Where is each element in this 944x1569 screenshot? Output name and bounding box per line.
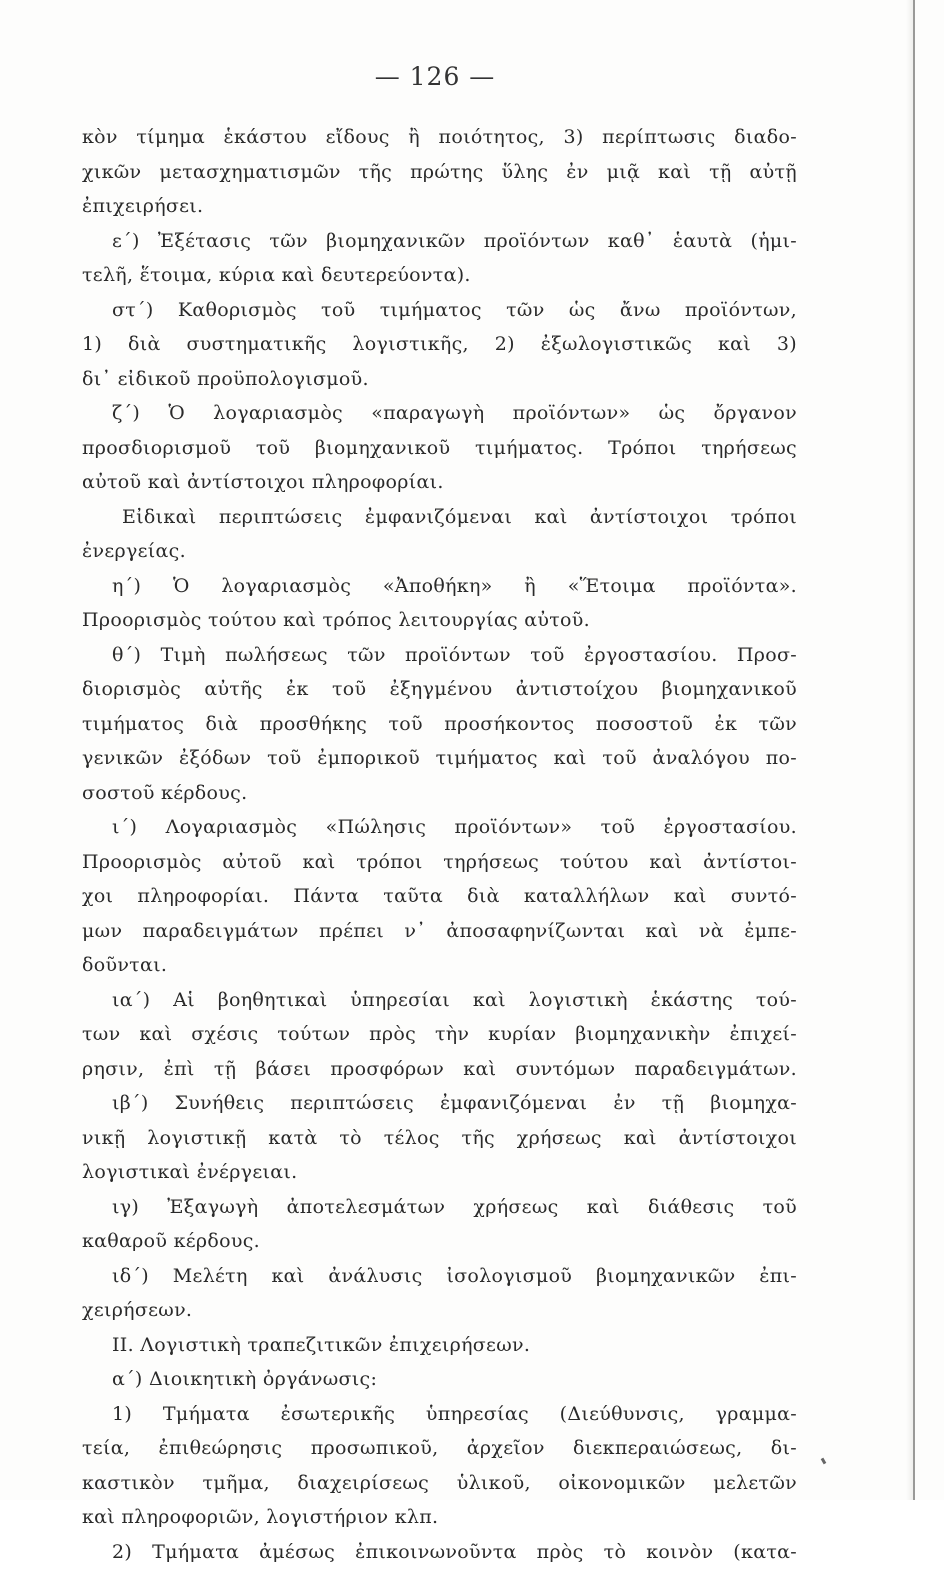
text-line: ιβ΄) Συνήθεις περιπτώσεις ἐμφανιζόμεναι ἐν τῇ βιομηχα- [82, 1086, 797, 1121]
text-line: χικῶν μετασχηματισμῶν τῆς πρώτης ὕλης ἐν μιᾷ καὶ τῇ αὐτῇ [82, 155, 797, 190]
text-line: τιμήματος διὰ προσθήκης τοῦ προσήκοντος ποσοστοῦ ἐκ τῶν [82, 707, 797, 742]
text-line: τεία, ἐπιθεώρησις προσωπικοῦ, ἀρχεῖον διεκπεραιώσεως, δι- [82, 1431, 797, 1466]
text-line: Εἰδικαὶ περιπτώσεις ἐμφανιζόμεναι καὶ ἀντίστοιχοι τρόποι [82, 500, 797, 535]
text-line: ιδ΄) Μελέτη καὶ ἀνάλυσις ἰσολογισμοῦ βιομηχανικῶν ἐπι- [82, 1259, 797, 1294]
page-number: — 126 — [0, 62, 870, 91]
text-line: ιγ) Ἐξαγωγὴ ἀποτελεσμάτων χρήσεως καὶ διάθεσις τοῦ [82, 1190, 797, 1225]
text-line: καὶ πληροφοριῶν, λογιστήριον κλπ. [82, 1500, 797, 1535]
text-line: των καὶ σχέσις τούτων πρὸς τὴν κυρίαν βιομηχανικὴν ἐπιχεί- [82, 1017, 797, 1052]
text-line: προσδιορισμοῦ τοῦ βιομηχανικοῦ τιμήματος. Τρόποι τηρήσεως [82, 431, 797, 466]
ink-speck [821, 1458, 827, 1465]
text-line: ια΄) Αἱ βοηθητικαὶ ὑπηρεσίαι καὶ λογιστικὴ ἑκάστης τού- [82, 983, 797, 1018]
text-line: ι΄) Λογαριασμὸς «Πώλησις προϊόντων» τοῦ ἐργοστασίου. [82, 810, 797, 845]
text-line: καθαροῦ κέρδους. [82, 1224, 797, 1259]
text-line: Προορισμὸς αὐτοῦ καὶ τρόποι τηρήσεως τούτου καὶ ἀντίστοι- [82, 845, 797, 880]
page-edge-line [913, 0, 915, 1500]
text-line: II. Λογιστικὴ τραπεζιτικῶν ἐπιχειρήσεων. [82, 1328, 797, 1363]
text-line: λογιστικαὶ ἐνέργειαι. [82, 1155, 797, 1190]
text-line: μων παραδειγμάτων πρέπει ν᾽ ἀποσαφηνίζωνται καὶ νὰ ἐμπε- [82, 914, 797, 949]
text-line: αὐτοῦ καὶ ἀντίστοιχοι πληροφορίαι. [82, 465, 797, 500]
text-line: ἐνεργείας. [82, 534, 797, 569]
text-line: τελῆ, ἕτοιμα, κύρια καὶ δευτερεύοντα). [82, 258, 797, 293]
text-line: 1) διὰ συστηματικῆς λογιστικῆς, 2) ἐξωλογιστικῶς καὶ 3) [82, 327, 797, 362]
text-line: ζ΄) Ὁ λογαριασμὸς «παραγωγὴ προϊόντων» ὡς ὄργανον [82, 396, 797, 431]
text-line: ρησιν, ἐπὶ τῇ βάσει προσφόρων καὶ συντόμων παραδειγμάτων. [82, 1052, 797, 1087]
text-line: κὸν τίμημα ἑκάστου εἴδους ἢ ποιότητος, 3) περίπτωσις διαδο- [82, 120, 797, 155]
text-line: ε΄) Ἐξέτασις τῶν βιομηχανικῶν προϊόντων καθ᾽ ἑαυτὰ (ἡμι- [82, 224, 797, 259]
text-line: ἐπιχειρήσει. [82, 189, 797, 224]
text-line: νικῇ λογιστικῇ κατὰ τὸ τέλος τῆς χρήσεως καὶ ἀντίστοιχοι [82, 1121, 797, 1156]
text-line: διορισμὸς αὐτῆς ἐκ τοῦ ἐξηγμένου ἀντιστοίχου βιομηχανικοῦ [82, 672, 797, 707]
text-line: χειρήσεων. [82, 1293, 797, 1328]
text-line: 2) Τμήματα ἀμέσως ἐπικοινωνοῦντα πρὸς τὸ κοινὸν (κατα- [82, 1535, 797, 1569]
text-line: α΄) Διοικητικὴ ὀργάνωσις: [82, 1362, 797, 1397]
text-line: καστικὸν τμῆμα, διαχειρίσεως ὑλικοῦ, οἰκονομικῶν μελετῶν [82, 1466, 797, 1501]
text-line: Προορισμὸς τούτου καὶ τρόπος λειτουργίας αὐτοῦ. [82, 603, 797, 638]
body-text [82, 120, 797, 1569]
page-edge-shadow [906, 0, 913, 1500]
text-line: γενικῶν ἐξόδων τοῦ ἐμπορικοῦ τιμήματος καὶ τοῦ ἀναλόγου πο- [82, 741, 797, 776]
text-line: σοστοῦ κέρδους. [82, 776, 797, 811]
text-line: δοῦνται. [82, 948, 797, 983]
text-line: η΄) Ὁ λογαριασμὸς «Ἀποθήκη» ἢ «Ἕτοιμα προϊόντα». [82, 569, 797, 604]
text-line: θ΄) Τιμὴ πωλήσεως τῶν προϊόντων τοῦ ἐργοστασίου. Προσ- [82, 638, 797, 673]
text-line: δι᾽ εἰδικοῦ προϋπολογισμοῦ. [82, 362, 797, 397]
text-line: 1) Τμήματα ἐσωτερικῆς ὑπηρεσίας (Διεύθυνσις, γραμμα- [82, 1397, 797, 1432]
text-line: στ΄) Καθορισμὸς τοῦ τιμήματος τῶν ὡς ἄνω προϊόντων, [82, 293, 797, 328]
text-line: χοι πληροφορίαι. Πάντα ταῦτα διὰ καταλλήλων καὶ συντό- [82, 879, 797, 914]
